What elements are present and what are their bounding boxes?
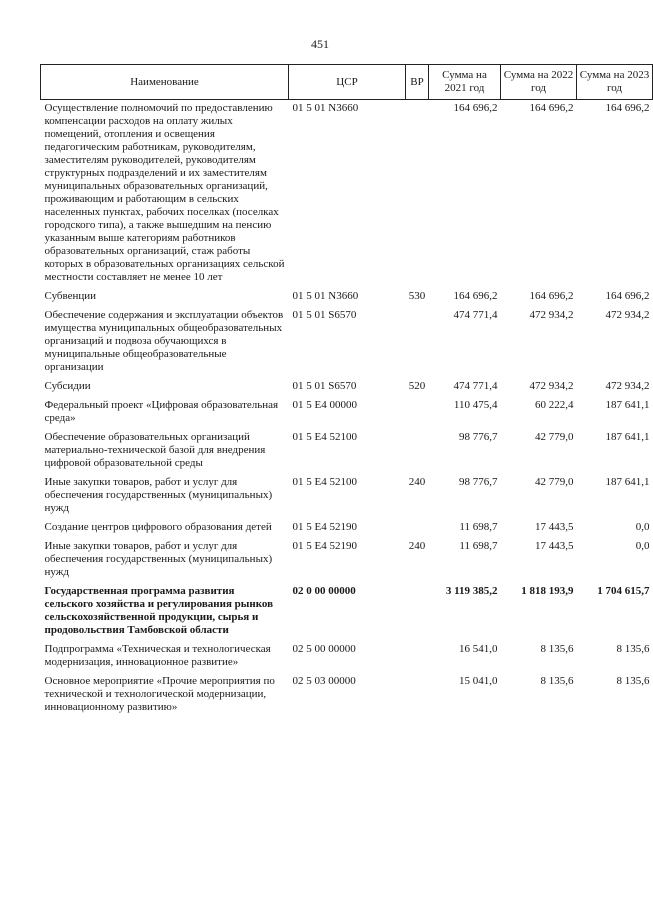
cell-vr: 240: [408, 540, 426, 552]
cell-csr: 01 5 01 N3660: [292, 290, 359, 302]
cell-sum-2023: 187 641,1: [605, 476, 650, 488]
cell-name: Обеспечение содержания и эксплуатации объектов имущества муниципальных общеобразовательных организаций и подвоза обучающихся в муниципальные общеобразовательные организации: [44, 309, 284, 373]
cell-sum-2021: 474 771,4: [453, 309, 498, 321]
header-row: [41, 65, 653, 100]
cell-sum-2022: 1 818 193,9: [521, 585, 574, 597]
cell-name: Подпрограмма «Техническая и технологическая модернизация, инновационное развитие»: [44, 643, 271, 668]
cell-sum-2023: 8 135,6: [616, 643, 650, 655]
cell-sum-2023: 8 135,6: [616, 675, 650, 687]
cell-csr: 01 5 E4 52190: [292, 540, 357, 552]
cell-csr: 01 5 01 S6570: [292, 380, 357, 392]
cell-csr: 02 5 00 00000: [292, 643, 356, 655]
table-row: [41, 583, 653, 641]
table-header: [41, 65, 653, 100]
cell-sum-2021: 98 776,7: [459, 431, 498, 443]
cell-sum-2023: 0,0: [635, 540, 650, 552]
cell-csr: 02 5 03 00000: [292, 675, 356, 687]
cell-vr: [406, 519, 429, 538]
cell-vr: [406, 397, 429, 429]
table-row: [41, 378, 653, 397]
cell-sum-2023: 164 696,2: [605, 102, 650, 114]
cell-name: Основное мероприятие «Прочие мероприятия по технической и технологической модернизации, инновационному развитию»: [44, 675, 275, 713]
cell-vr: 530: [408, 290, 426, 302]
cell-sum-2021: 11 698,7: [459, 521, 498, 533]
cell-name: Иные закупки товаров, работ и услуг для обеспечения государственных (муниципальных) нужд: [44, 540, 273, 578]
cell-sum-2023: 1 704 615,7: [597, 585, 650, 597]
cell-sum-2022: 17 443,5: [535, 540, 574, 552]
cell-csr: 01 5 E4 52190: [292, 521, 357, 533]
cell-vr: [406, 583, 429, 641]
cell-name: Создание центров цифрового образования детей: [44, 521, 272, 533]
cell-vr: [406, 307, 429, 378]
cell-sum-2023: 472 934,2: [605, 309, 650, 321]
cell-vr: [406, 673, 429, 718]
column-header-name: Наименование: [41, 65, 289, 100]
column-header-2022: Сумма на 2022 год: [501, 65, 577, 100]
table-row: [41, 100, 653, 289]
cell-sum-2022: 472 934,2: [529, 309, 574, 321]
cell-sum-2022: 42 779,0: [535, 431, 574, 443]
cell-sum-2023: 187 641,1: [605, 431, 650, 443]
cell-sum-2022: 8 135,6: [540, 675, 574, 687]
cell-csr: 02 0 00 00000: [292, 585, 356, 597]
table-body: [41, 100, 653, 719]
cell-sum-2022: 42 779,0: [535, 476, 574, 488]
cell-csr: 01 5 E4 52100: [292, 431, 357, 443]
table-row: [41, 641, 653, 673]
cell-vr: [406, 100, 429, 289]
cell-name: Осуществление полномочий по предоставлению компенсации расходов на оплату жилых помещений, отопления и освещения педагогическим работникам, руководителям, заместителям руководителей, руководителям структурных подразделений и их заместителям муниципальных образовательных организаций, проживающим и работающим в сельских населенных пунктах, рабочих поселках (поселках городского типа), а также вышедшим на пенсию указанным выше категориям работников образовательных организаций, стаж работы которых в образовательных организациях сельской местности составляет не менее 10 лет: [44, 102, 285, 283]
table-row: [41, 519, 653, 538]
cell-name: Субвенции: [44, 290, 97, 302]
cell-vr: [406, 641, 429, 673]
table-row: [41, 307, 653, 378]
cell-csr: 01 5 E4 52100: [292, 476, 357, 488]
cell-sum-2021: 164 696,2: [453, 290, 498, 302]
column-header-csr: ЦСР: [289, 65, 406, 100]
cell-sum-2022: 8 135,6: [540, 643, 574, 655]
page-number: 451: [311, 37, 329, 51]
cell-sum-2022: 17 443,5: [535, 521, 574, 533]
cell-vr: 240: [408, 476, 426, 488]
cell-sum-2021: 15 041,0: [459, 675, 498, 687]
cell-vr: [406, 429, 429, 474]
cell-name: Иные закупки товаров, работ и услуг для обеспечения государственных (муниципальных) нужд: [44, 476, 273, 514]
cell-sum-2023: 164 696,2: [605, 290, 650, 302]
cell-sum-2021: 474 771,4: [453, 380, 498, 392]
table-row: [41, 429, 653, 474]
column-header-2023: Сумма на 2023 год: [577, 65, 653, 100]
cell-sum-2023: 472 934,2: [605, 380, 650, 392]
cell-sum-2021: 3 119 385,2: [445, 585, 498, 597]
table-row: [41, 474, 653, 519]
cell-sum-2021: 11 698,7: [459, 540, 498, 552]
table-row: [41, 673, 653, 718]
column-header-vr: ВР: [406, 65, 429, 100]
table-row: [41, 397, 653, 429]
cell-sum-2022: 472 934,2: [529, 380, 574, 392]
cell-sum-2021: 98 776,7: [459, 476, 498, 488]
cell-name: Федеральный проект «Цифровая образовательная среда»: [44, 399, 279, 424]
table-row: [41, 538, 653, 583]
cell-sum-2021: 16 541,0: [459, 643, 498, 655]
cell-sum-2021: 164 696,2: [453, 102, 498, 114]
table-row: [41, 288, 653, 307]
column-header-2021: Сумма на 2021 год: [429, 65, 501, 100]
cell-sum-2023: 187 641,1: [605, 399, 650, 411]
cell-name: Обеспечение образовательных организаций материально-технической базой для внедрения цифровой образовательной среды: [44, 431, 266, 469]
cell-csr: 01 5 01 S6570: [292, 309, 357, 321]
cell-vr: 520: [408, 380, 426, 392]
budget-table: [40, 64, 653, 718]
cell-sum-2022: 164 696,2: [529, 290, 574, 302]
cell-name: Субсидии: [44, 380, 91, 392]
cell-csr: 01 5 E4 00000: [292, 399, 357, 411]
cell-sum-2021: 110 475,4: [453, 399, 498, 411]
cell-sum-2022: 60 222,4: [535, 399, 574, 411]
cell-csr: 01 5 01 N3660: [292, 102, 359, 114]
cell-sum-2022: 164 696,2: [529, 102, 574, 114]
cell-name: Государственная программа развития сельского хозяйства и регулирования рынков сельскохозяйственной продукции, сырья и продовольствия Тамбовской области: [44, 585, 274, 636]
cell-sum-2023: 0,0: [635, 521, 650, 533]
